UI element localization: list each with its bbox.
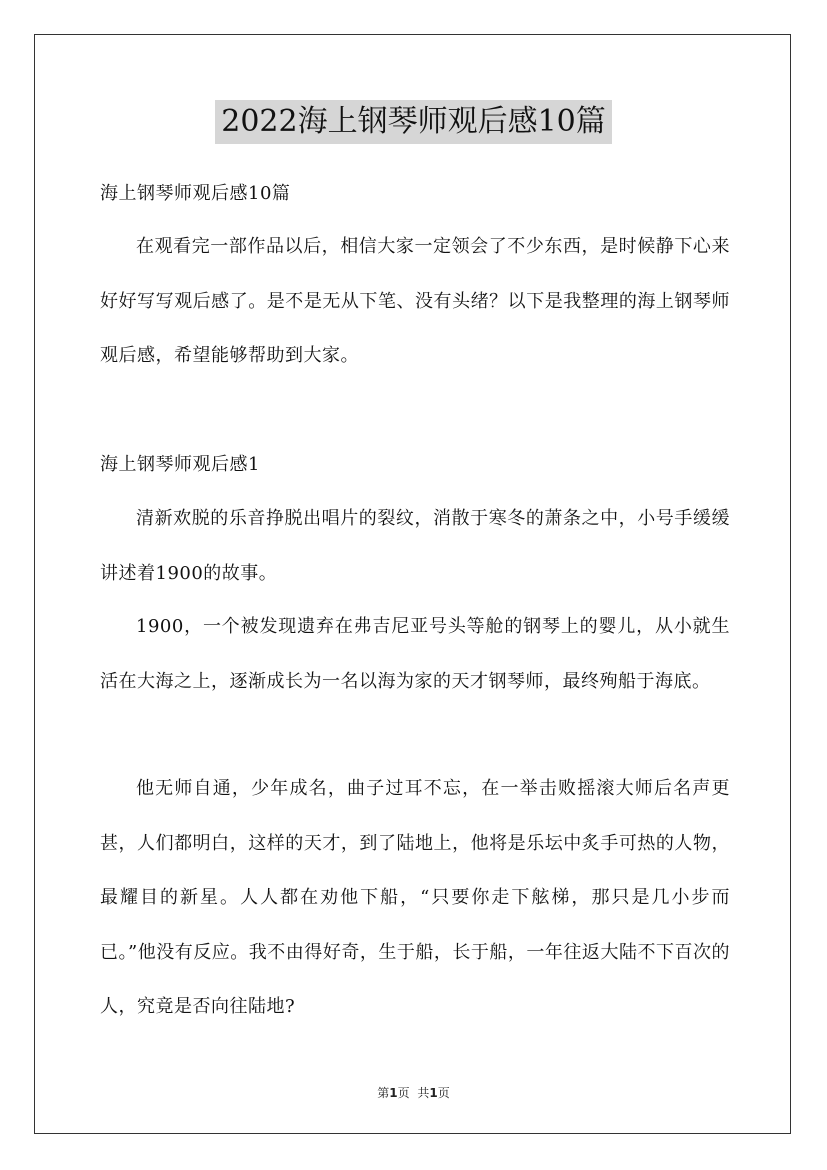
document-subtitle: 海上钢琴师观后感10篇 xyxy=(100,183,291,204)
section-heading: 海上钢琴师观后感1 xyxy=(100,454,260,475)
page-prefix: 第 xyxy=(377,1086,390,1100)
title-container xyxy=(0,100,827,144)
document-title: 2022海上钢琴师观后感10篇 xyxy=(215,100,612,144)
body-paragraph-2: 1900，一个被发现遗弃在弗吉尼亚号头等舱的钢琴上的婴儿，从小就生活在大海之上，逐渐成长为一名以海为家的天才钢琴师，最终殉船于海底。 xyxy=(100,616,730,692)
body-paragraph-1: 清新欢脱的乐音挣脱出唱片的裂纹，消散于寒冬的萧条之中，小号手缓缓讲述着1900的故事。 xyxy=(100,508,730,584)
intro-paragraph: 在观看完一部作品以后，相信大家一定领会了不少东西，是时候静下心来好好写写观后感了。是不是无从下笔、没有头绪？以下是我整理的海上钢琴师观后感，希望能够帮助到大家。 xyxy=(100,236,730,366)
total-page-count: 1 xyxy=(429,1086,438,1100)
current-page-number: 1 xyxy=(389,1086,398,1100)
page-footer xyxy=(0,1084,827,1101)
total-prefix: 共 xyxy=(417,1086,430,1100)
total-suffix: 页 xyxy=(437,1086,450,1100)
page-suffix: 页 xyxy=(397,1086,410,1100)
body-paragraph-3: 他无师自通，少年成名，曲子过耳不忘，在一举击败摇滚大师后名声更甚，人们都明白，这样的天才，到了陆地上，他将是乐坛中炙手可热的人物，最耀目的新星。人人都在劝他下船，“只要你走下舷梯，那只是几小步而已。”他没有反应。我不由得好奇，生于船，长于船，一年往返大陆不下百次的人，究竟是否向往陆地? xyxy=(100,778,730,1017)
